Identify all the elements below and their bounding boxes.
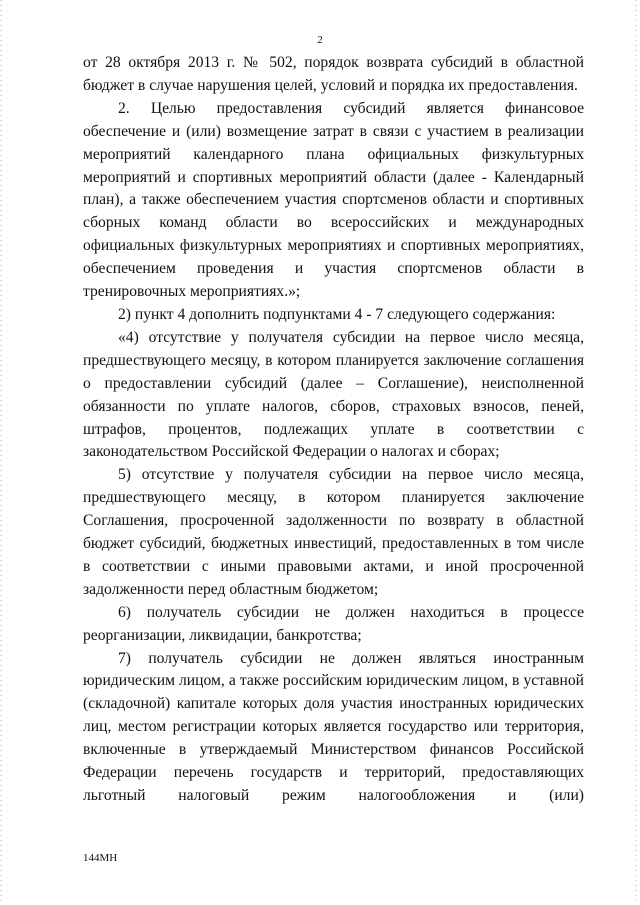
left-scan-edge [0, 0, 2, 905]
paragraph-subitem-6: 6) получатель субсидии не должен находиться в процессе реорганизации, ликвидации, банкротства; [83, 603, 584, 644]
document-code: 144МН [83, 852, 118, 864]
page-number: 2 [317, 34, 323, 46]
paragraph-continuation: от 28 октября 2013 г. № 502, порядок возврата субсидий в областной бюджет в случае нарушения целей, условий и порядка их предоставления. [83, 54, 584, 94]
document-body [83, 52, 584, 808]
right-scan-edge [635, 0, 637, 905]
paragraph-item-2: 2. Целью предоставления субсидий является финансовое обеспечение и (или) возмещение затрат в связи с участием в реализации мероприятий календарного плана официальных физкультурных мероприятий и спортивных мероприятий области (далее - Календарный план), а также обеспечением участия спортсменов области и спортивных сборных команд области во всероссийских и международных официальных физкультурных мероприятиях и спортивных мероприятиях, обеспечением проведения и участия спортсменов области в тренировочных мероприятиях.»; [83, 99, 584, 301]
paragraph-amendment-2: 2) пункт 4 дополнить подпунктами 4 - 7 следующего содержания: [118, 305, 556, 323]
paragraph-subitem-4: «4) отсутствие у получателя субсидии на первое число месяца, предшествующего месяцу, в котором планируется заключение соглашения о предоставлении субсидий (далее – Соглашение), неисполненной обязанности по уплате налогов, сборов, страховых взносов, пеней, штрафов, процентов, подлежащих уплате в соответствии с законодательством Российской Федерации о налогах и сборах; [83, 328, 584, 461]
paragraph-subitem-7: 7) получатель субсидии не должен являться иностранным юридическим лицом, а также российским юридическим лицом, в уставной (складочной) капитале которых доля участия иностранных юридических лиц, местом регистрации которых является государство или территория, включенные в утверждаемый Министерством финансов Российской Федерации перечень государств и территорий, предоставляющих льготный налоговый режим налогообложения и (или) [83, 649, 584, 804]
paragraph-subitem-5: 5) отсутствие у получателя субсидии на первое число месяца, предшествующего месяцу, в котором планируется заключение Соглашения, просроченной задолженности по возврату в областной бюджет субсидий, бюджетных инвестиций, предоставленных в том числе в соответствии с иными правовыми актами, и иной просроченной задолженности перед областным бюджетом; [83, 466, 584, 598]
